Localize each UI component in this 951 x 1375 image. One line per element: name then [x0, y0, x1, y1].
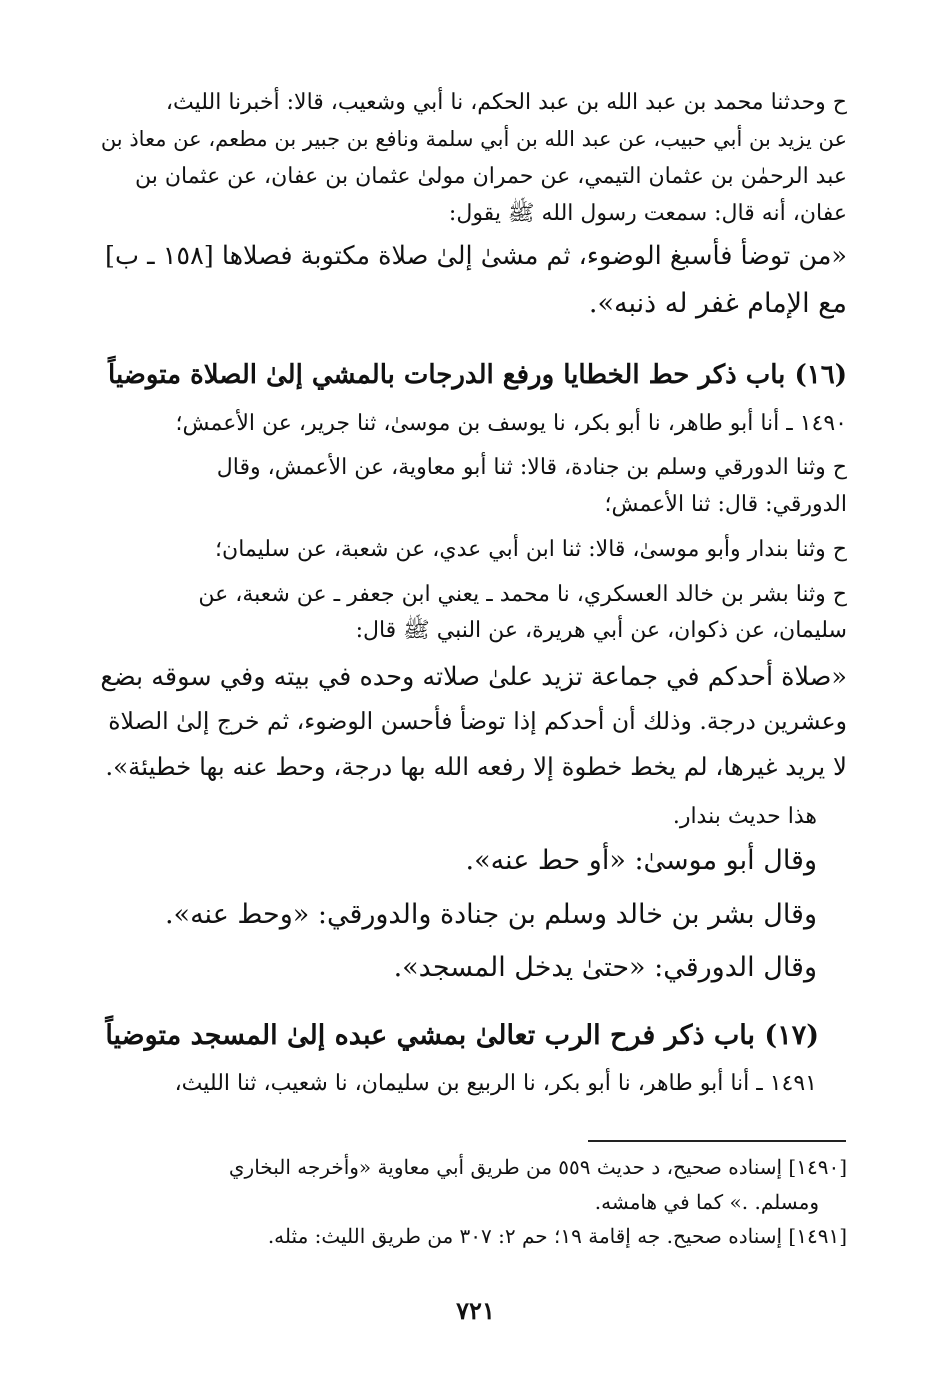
isnad-line: ح وثنا بشر بن خالد العسكري، نا محمد ـ يعني ابن جعفر ـ عن شعبة، عن	[198, 582, 847, 607]
hadith-text-line: وعشرين درجة. وذلك أن أحدكم إذا توضأ فأحسن الوضوء، ثم خرج إلىٰ الصلاة	[108, 707, 847, 735]
page-number: ٧٢١	[456, 1296, 495, 1325]
hadith-text-line: لا يريد غيرها، لم يخط خطوة إلا رفعه الله بها درجة، وحط عنه بها خطيئة».	[105, 752, 847, 781]
note-line: وقال الدورقي: «حتىٰ يدخل المسجد».	[393, 952, 817, 983]
chapter-heading: (١٧) باب ذكر فرح الرب تعالىٰ بمشي عبده إلىٰ المسجد متوضياً	[105, 1020, 819, 1051]
footnote-line: [١٤٩٠] إسناده صحيح، د حديث ٥٥٩ من طريق أبي معاوية «وأخرجه البخاري	[228, 1155, 847, 1179]
isnad-line: ١٤٩٠ ـ أنا أبو طاهر، نا أبو بكر، نا يوسف بن موسىٰ، ثنا جرير، عن الأعمش؛	[175, 411, 847, 436]
isnad-line: ح وثنا بندار وأبو موسىٰ، قالا: ثنا ابن أبي عدي، عن شعبة، عن سليمان؛	[215, 537, 847, 562]
hadith-text-line: مع الإمام غفر له ذنبه».	[588, 288, 847, 319]
intro-line: عفان، أنه قال: سمعت رسول الله ﷺ يقول:	[448, 201, 847, 226]
intro-line: عن يزيد بن أبي حبيب، عن عبد الله بن أبي سلمة ونافع بن جبير بن مطعم، عن معاذ بن	[100, 127, 847, 151]
hadith-text-line: «صلاة أحدكم في جماعة تزيد علىٰ صلاته وحده في بيته وفي سوقه بضع	[100, 662, 847, 692]
isnad-line: ١٤٩١ ـ أنا أبو طاهر، نا أبو بكر، نا الربيع بن سليمان، نا شعيب، ثنا الليث،	[174, 1071, 817, 1096]
note-line: هذا حديث بندار.	[672, 804, 817, 829]
note-line: وقال بشر بن خالد وسلم بن جنادة والدورقي: «وحط عنه».	[164, 899, 817, 930]
hadith-text-line: «من توضأ فأسبغ الوضوء، ثم مشىٰ إلىٰ صلاة مكتوبة فصلاها [١٥٨ ـ ب]	[105, 241, 847, 271]
isnad-line: ح وثنا الدورقي وسلم بن جنادة، قالا: ثنا أبو معاوية، عن الأعمش، وقال	[216, 455, 847, 480]
note-line: وقال أبو موسىٰ: «أو حط عنه».	[465, 845, 817, 876]
footnote-line: [١٤٩١] إسناده صحيح. جه إقامة ١٩؛ حم ٢: ٣٠٧ من طريق الليث: مثله.	[267, 1224, 847, 1248]
isnad-line: الدورقي: قال: ثنا الأعمش؛	[604, 492, 847, 517]
intro-line: ح وحدثنا محمد بن عبد الله بن عبد الحكم، نا أبي وشعيب، قالا: أخبرنا الليث،	[165, 90, 847, 115]
footnote-line: ومسلم. .» كما في هامشه.	[594, 1190, 819, 1214]
footnote-separator	[588, 1140, 846, 1142]
chapter-heading: (١٦) باب ذكر حط الخطايا ورفع الدرجات بالمشي إلىٰ الصلاة متوضياً	[108, 360, 847, 390]
intro-line: عبد الرحمٰن بن عثمان التيمي، عن حمران مولىٰ عثمان بن عفان، عن عثمان بن	[134, 164, 847, 189]
isnad-line: سليمان، عن ذكوان، عن أبي هريرة، عن النبي ﷺ قال:	[355, 618, 847, 643]
